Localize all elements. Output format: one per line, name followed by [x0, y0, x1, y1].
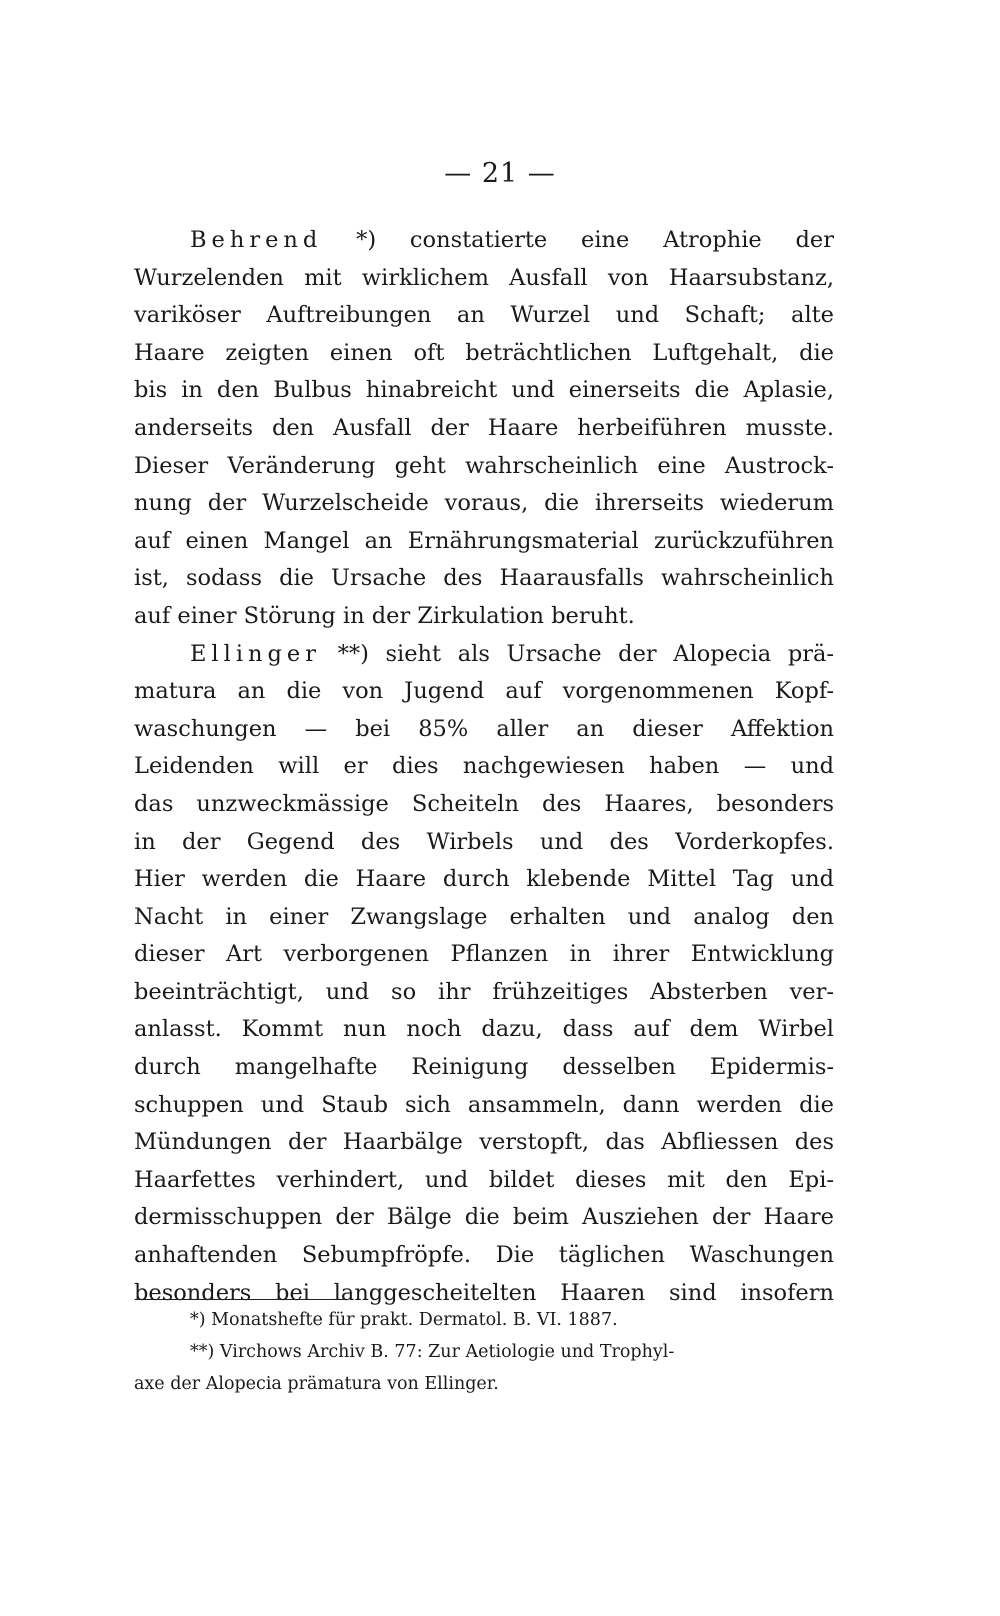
paragraph-2-first-line-text: **) sieht als Ursache der Alopecia prä- — [337, 640, 834, 667]
text-line: Haarfettes verhindert, und bildet dieses mit den Epi- — [134, 1166, 834, 1193]
text-line: variköser Auftreibungen an Wurzel und Schaft; alte — [134, 302, 834, 329]
text-line: auf einer Störung in der Zirkulation beruht. — [134, 602, 635, 629]
text-line: nung der Wurzelscheide voraus, die ihrerseits wiederum — [134, 490, 834, 517]
paragraph-1-first-line-text: *) constatierte eine Atrophie der — [356, 227, 834, 253]
text-line: anderseits den Ausfall der Haare herbeiführen musste. — [134, 414, 834, 441]
body-text — [134, 222, 834, 1312]
text-line: Dieser Veränderung geht wahrscheinlich eine Austrock- — [134, 452, 834, 479]
footnote-2-continuation: axe der Alopecia prämatura von Ellinger. — [134, 1374, 499, 1394]
text-line: Mündungen der Haarbälge verstopft, das Abfliessen des — [134, 1129, 834, 1156]
text-line: durch mangelhafte Reinigung desselben Epidermis- — [134, 1054, 834, 1081]
text-line: das unzweckmässige Scheiteln des Haares, besonders — [134, 790, 834, 817]
page-number: — 21 — — [444, 158, 556, 189]
footnote-2: **) Virchows Archiv B. 77: Zur Aetiologie und Trophyl- — [190, 1342, 675, 1362]
text-line: waschungen — bei 85% aller an dieser Affektion — [134, 715, 834, 742]
text-line: dermisschuppen der Bälge die beim Ausziehen der Haare — [134, 1204, 834, 1231]
text-line: matura an die von Jugend auf vorgenommenen Kopf- — [134, 678, 834, 705]
text-line: dieser Art verborgenen Pflanzen in ihrer Entwicklung — [134, 941, 834, 968]
text-line: Haare zeigten einen oft beträchtlichen Luftgehalt, die — [134, 339, 834, 366]
text-line: ist, sodass die Ursache des Haarausfalls wahrscheinlich — [134, 565, 834, 592]
paragraph-1-first-line — [134, 222, 834, 260]
text-line: beeinträchtigt, und so ihr frühzeitiges Absterben ver- — [134, 978, 834, 1005]
text-line: Wurzelenden mit wirklichem Ausfall von Haarsubstanz, — [134, 264, 834, 291]
paragraph-2-first-line — [134, 636, 834, 674]
text-line: anhaftenden Sebumpfröpfe. Die täglichen Waschungen — [134, 1242, 834, 1269]
text-line: schuppen und Staub sich ansammeln, dann werden die — [134, 1091, 834, 1118]
text-line: besonders bei langgescheitelten Haaren sind insofern — [134, 1279, 834, 1306]
text-line: Nacht in einer Zwangslage erhalten und analog den — [134, 903, 834, 930]
footnote-separator — [136, 1299, 346, 1300]
author-name-ellinger: Ellinger — [190, 640, 321, 667]
text-line: bis in den Bulbus hinabreicht und einerseits die Aplasie, — [134, 377, 834, 404]
footnote-1: *) Monatshefte für prakt. Dermatol. B. VI. 1887. — [190, 1310, 618, 1330]
footnotes — [134, 1304, 834, 1400]
text-line: auf einen Mangel an Ernährungsmaterial zurückzuführen — [134, 527, 834, 554]
text-line: Leidenden will er dies nachgewiesen haben — und — [134, 753, 834, 780]
text-line: in der Gegend des Wirbels und des Vorderkopfes. — [134, 828, 834, 855]
author-name-behrend: Behrend — [190, 227, 323, 253]
text-line: Hier werden die Haare durch klebende Mittel Tag und — [134, 866, 834, 893]
text-line: anlasst. Kommt nun noch dazu, dass auf dem Wirbel — [134, 1016, 834, 1043]
